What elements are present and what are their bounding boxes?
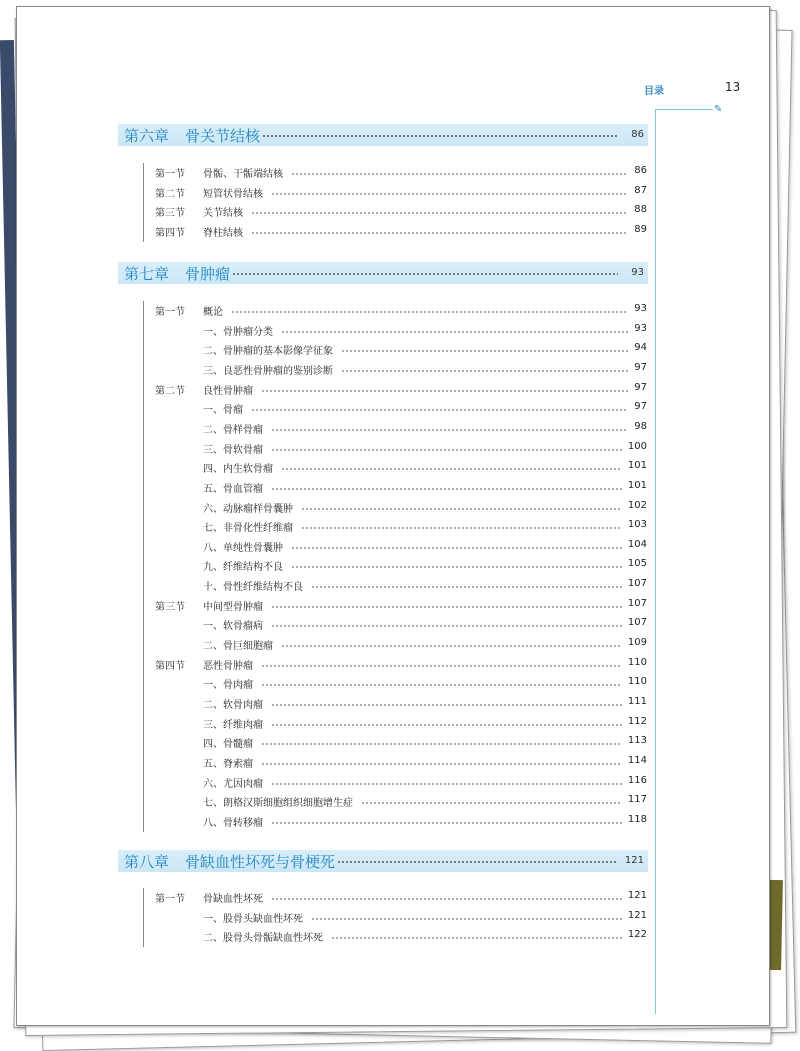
subsection-title: 一、股骨头缺血性坏死 <box>203 913 303 925</box>
entry-page: 105 <box>627 558 647 570</box>
subsection-title: 二、骨巨细胞瘤 <box>203 641 273 653</box>
dot-leader <box>271 193 628 195</box>
dot-leader <box>281 331 628 333</box>
pen-icon: ✎ <box>714 104 723 115</box>
subsection-entry[interactable] <box>155 362 647 378</box>
entry-page: 112 <box>627 715 647 727</box>
subsection-title: 二、软骨肉瘤 <box>203 700 263 711</box>
dot-leader <box>251 212 628 214</box>
subsection-entry[interactable] <box>155 676 647 692</box>
section-entry[interactable] <box>155 303 647 319</box>
entry-page: 107 <box>627 597 647 609</box>
section-entry[interactable] <box>155 185 647 201</box>
dot-leader <box>281 645 622 647</box>
entry-page: 116 <box>627 774 647 786</box>
subsection-entry[interactable] <box>155 716 647 732</box>
dot-leader <box>341 370 628 372</box>
dot-leader <box>301 527 622 529</box>
entry-page: 93 <box>634 303 647 314</box>
dot-leader <box>271 898 622 900</box>
entry-page: 111 <box>627 696 647 707</box>
dot-leader <box>331 937 622 939</box>
dot-leader <box>271 822 622 824</box>
subsection-entry[interactable] <box>155 323 647 339</box>
subsection-entry[interactable] <box>155 519 647 535</box>
entry-page: 98 <box>634 420 647 432</box>
subsection-title: 八、骨转移瘤 <box>203 817 263 829</box>
dot-leader <box>271 429 628 431</box>
subsection-title: 二、骨样骨瘤 <box>203 424 263 436</box>
chapter-label: 第六章 <box>124 127 170 145</box>
subsection-title: 一、骨肉瘤 <box>203 680 253 692</box>
entry-page: 107 <box>627 578 647 590</box>
entry-page: 107 <box>627 617 647 629</box>
subsection-title: 五、脊索瘤 <box>203 758 253 770</box>
subsection-entry[interactable] <box>155 814 647 830</box>
toc-page <box>16 6 770 1026</box>
subsection-title: 十、骨性纤维结构不良 <box>203 582 303 594</box>
subsection-entry[interactable] <box>155 539 647 555</box>
subsection-entry[interactable] <box>155 696 647 712</box>
section-title: 关节结核 <box>203 208 243 220</box>
section-bracket <box>143 301 144 832</box>
section-label: 第二节 <box>155 385 185 397</box>
dot-leader <box>311 586 622 588</box>
entry-page: 97 <box>634 361 647 373</box>
subsection-title: 六、尤因肉瘤 <box>203 778 263 790</box>
section-label: 第四节 <box>155 227 185 239</box>
chapter-heading[interactable] <box>118 124 648 146</box>
dot-leader <box>261 743 622 745</box>
dot-leader <box>261 390 628 392</box>
dot-leader <box>271 606 622 608</box>
subsection-title: 七、非骨化性纤维瘤 <box>203 523 293 535</box>
subsection-title: 一、骨瘤 <box>203 405 243 417</box>
dot-leader <box>361 802 622 804</box>
entry-page: 122 <box>627 929 647 941</box>
section-title: 骨缺血性坏死 <box>203 894 263 905</box>
section-title: 骨骺、干骺端结核 <box>203 169 283 180</box>
subsection-title: 三、纤维肉瘤 <box>203 719 263 731</box>
entry-page: 110 <box>627 656 647 668</box>
entry-page: 94 <box>634 342 647 354</box>
entry-page: 102 <box>627 499 647 511</box>
dot-leader <box>311 918 622 920</box>
section-label: 第一节 <box>155 169 185 180</box>
chapter-label-row <box>124 263 230 284</box>
dot-leader <box>301 508 622 510</box>
subsection-entry[interactable] <box>155 441 647 457</box>
running-header <box>617 77 741 97</box>
chapter-title: 骨关节结核 <box>185 127 261 145</box>
dot-leader <box>271 449 622 451</box>
subsection-entry[interactable] <box>155 480 647 496</box>
section-entry[interactable] <box>155 598 647 614</box>
chapter-page: 121 <box>624 855 644 866</box>
chapter-heading[interactable] <box>118 262 648 284</box>
dot-leader <box>271 625 622 627</box>
dot-leader <box>281 468 622 470</box>
section-entry[interactable] <box>155 165 647 181</box>
chapter-label: 第七章 <box>124 265 170 283</box>
section-title: 中间型骨肿瘤 <box>203 601 263 613</box>
subsection-title: 三、骨软骨瘤 <box>203 444 263 456</box>
subsection-entry[interactable] <box>155 460 647 476</box>
entry-page: 114 <box>627 754 647 766</box>
subsection-title: 一、骨肿瘤分类 <box>203 326 273 338</box>
section-entry[interactable] <box>155 657 647 673</box>
subsection-entry[interactable] <box>155 401 647 417</box>
subsection-title: 二、骨肿瘤的基本影像学征象 <box>203 346 333 358</box>
subsection-entry[interactable] <box>155 755 647 771</box>
dot-leader <box>271 488 622 490</box>
section-entry[interactable] <box>155 382 647 398</box>
dot-leader <box>337 861 618 863</box>
section-bracket <box>143 888 144 947</box>
dot-leader <box>261 763 622 765</box>
section-entry[interactable] <box>155 890 647 906</box>
section-label: 第三节 <box>155 208 185 220</box>
section-title: 概论 <box>203 307 223 318</box>
subsection-title: 三、良恶性骨肿瘤的鉴别诊断 <box>203 365 333 377</box>
chapter-page: 93 <box>631 267 644 278</box>
chapter-label: 第八章 <box>124 853 170 871</box>
dot-leader <box>261 665 622 667</box>
subsection-entry[interactable] <box>155 735 647 751</box>
chapter-title: 骨缺血性坏死与骨梗死 <box>185 853 336 871</box>
subsection-title: 六、动脉瘤样骨囊肿 <box>203 503 293 515</box>
entry-page: 117 <box>627 794 647 806</box>
section-label: 第一节 <box>155 307 185 318</box>
subsection-entry[interactable] <box>155 929 647 945</box>
running-section-title: 目录 <box>644 86 664 97</box>
section-entry[interactable] <box>155 224 647 240</box>
subsection-title: 四、骨髓瘤 <box>203 739 253 751</box>
entry-page: 93 <box>634 322 647 334</box>
margin-rule <box>655 109 656 1014</box>
entry-page: 101 <box>627 460 647 472</box>
dot-leader <box>291 566 622 568</box>
entry-page: 97 <box>634 401 647 413</box>
entry-page: 86 <box>634 165 647 176</box>
subsection-entry[interactable] <box>155 794 647 810</box>
subsection-title: 一、软骨瘤病 <box>203 621 263 633</box>
entry-page: 100 <box>627 440 647 452</box>
entry-page: 89 <box>634 223 647 235</box>
subsection-entry[interactable] <box>155 578 647 594</box>
subsection-title: 七、朗格汉斯细胞组织细胞增生症 <box>203 798 353 810</box>
dot-leader <box>271 704 622 706</box>
entry-page: 103 <box>627 519 647 531</box>
section-title: 短管状骨结核 <box>203 188 263 200</box>
dot-leader <box>291 547 622 549</box>
subsection-title: 九、纤维结构不良 <box>203 562 283 574</box>
section-title: 脊柱结核 <box>203 227 243 239</box>
subsection-title: 二、股骨头骨骺缺血性坏死 <box>203 933 323 945</box>
entry-page: 97 <box>634 381 647 393</box>
subsection-entry[interactable] <box>155 342 647 358</box>
chapter-label-row <box>124 851 335 872</box>
subsection-title: 八、单纯性骨囊肿 <box>203 542 283 554</box>
subsection-entry[interactable] <box>155 558 647 574</box>
entry-page: 113 <box>627 735 647 747</box>
subsection-entry[interactable] <box>155 500 647 516</box>
entry-page: 87 <box>634 184 647 196</box>
section-title: 良性骨肿瘤 <box>203 385 253 397</box>
entry-page: 121 <box>627 890 647 901</box>
entry-page: 104 <box>627 538 647 550</box>
section-bracket <box>143 163 144 242</box>
chapter-page: 86 <box>631 129 644 140</box>
dot-leader <box>251 232 628 234</box>
dot-leader <box>271 724 622 726</box>
dot-leader <box>291 173 628 175</box>
dot-leader <box>231 311 628 313</box>
subsection-entry[interactable] <box>155 775 647 791</box>
section-title: 恶性骨肿瘤 <box>203 660 253 672</box>
section-label: 第一节 <box>155 894 185 905</box>
section-label: 第二节 <box>155 188 185 200</box>
chapter-title: 骨肿瘤 <box>185 265 231 283</box>
section-label: 第四节 <box>155 660 185 672</box>
dot-leader <box>261 684 622 686</box>
chapter-label-row <box>124 125 260 146</box>
dot-leader <box>341 350 628 352</box>
subsection-entry[interactable] <box>155 910 647 926</box>
subsection-entry[interactable] <box>155 421 647 437</box>
entry-page: 101 <box>627 479 647 491</box>
entry-page: 121 <box>627 909 647 921</box>
entry-page: 110 <box>627 676 647 688</box>
entry-page: 118 <box>627 813 647 825</box>
subsection-title: 四、内生软骨瘤 <box>203 464 273 476</box>
dot-leader <box>232 273 618 275</box>
section-entry[interactable] <box>155 204 647 220</box>
subsection-title: 五、骨血管瘤 <box>203 483 263 495</box>
subsection-entry[interactable] <box>155 617 647 633</box>
dot-leader <box>251 409 628 411</box>
page-number: 13 <box>725 80 741 94</box>
dot-leader <box>262 135 618 137</box>
margin-rule <box>655 109 713 110</box>
chapter-heading[interactable] <box>118 850 648 872</box>
dot-leader <box>271 783 622 785</box>
section-label: 第三节 <box>155 601 185 613</box>
entry-page: 88 <box>634 204 647 216</box>
subsection-entry[interactable] <box>155 637 647 653</box>
entry-page: 109 <box>627 637 647 649</box>
